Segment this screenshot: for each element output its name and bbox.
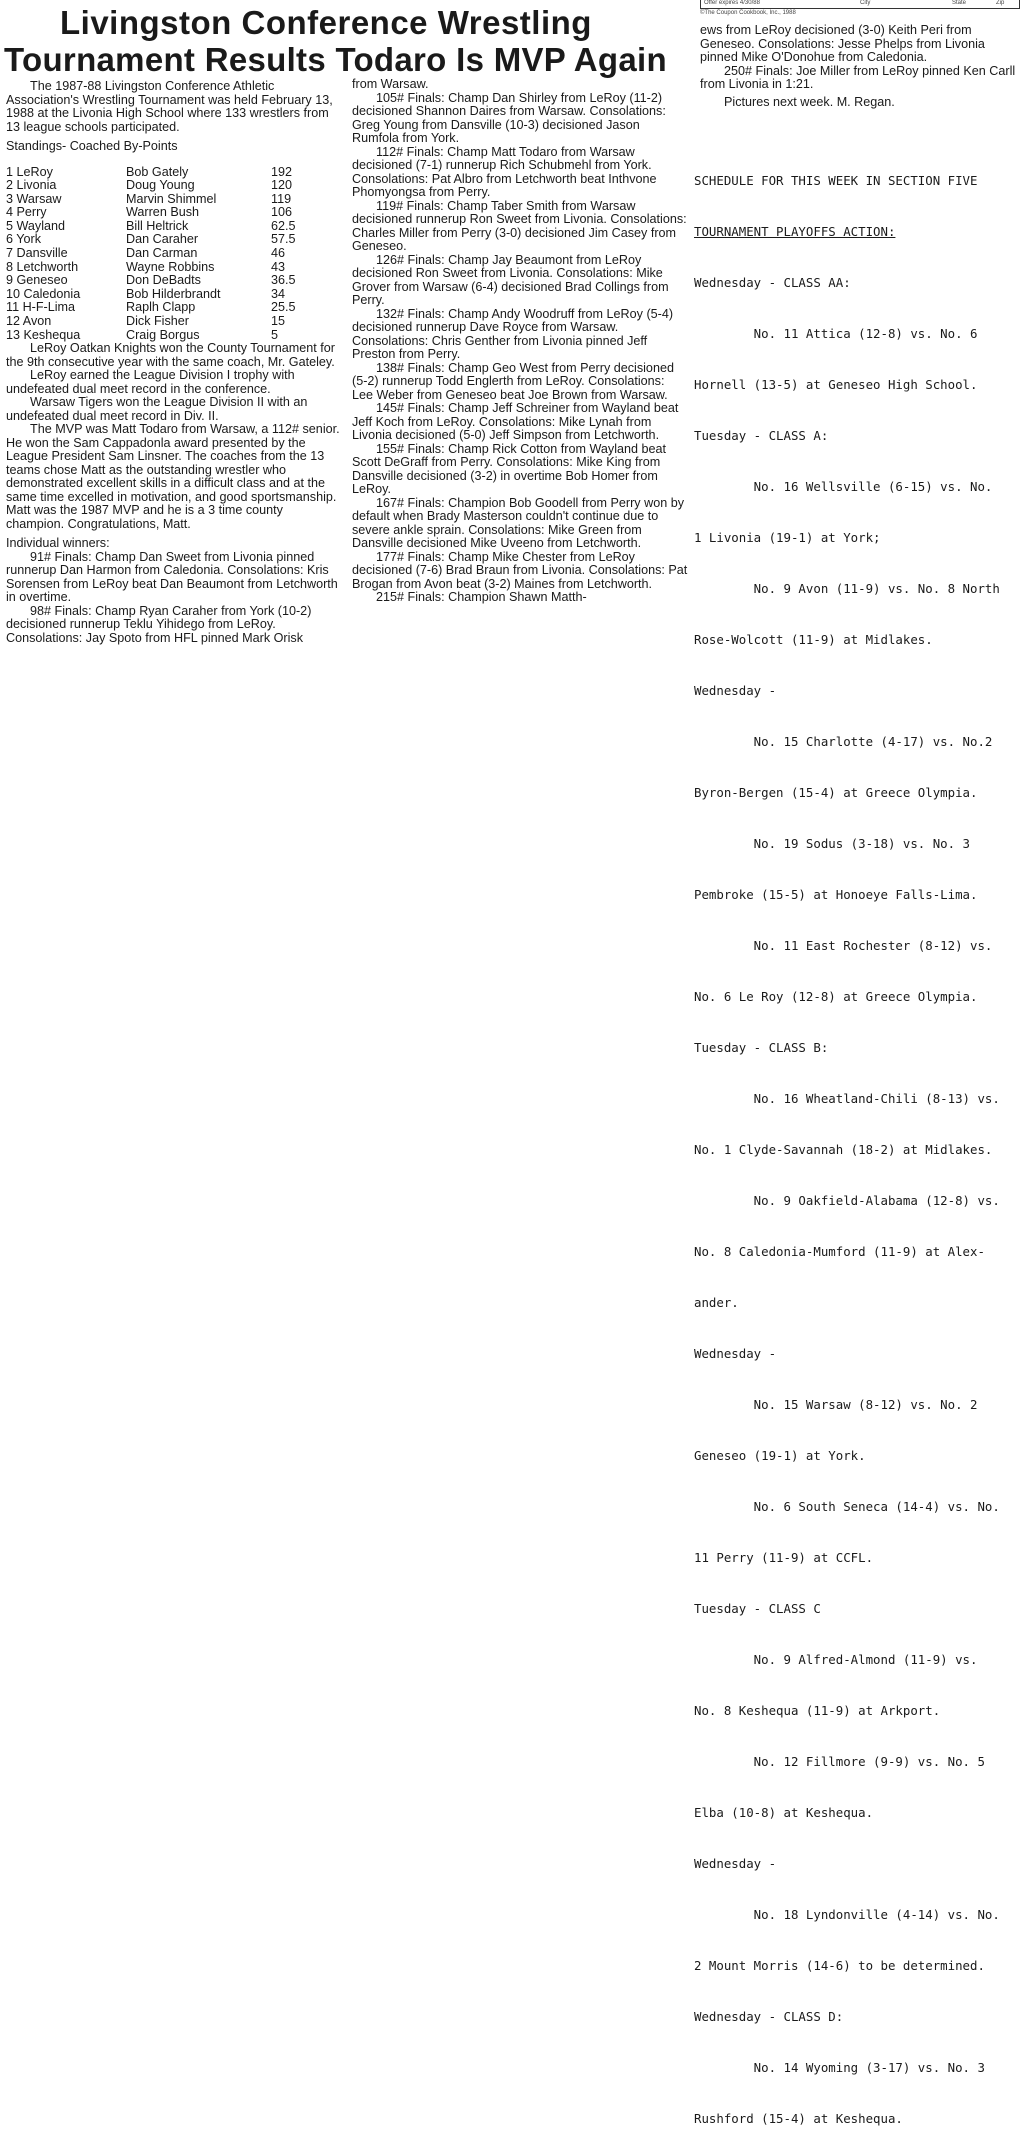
- schedule-line: Pembroke (15-5) at Honoeye Falls-Lima.: [694, 887, 978, 902]
- standings-row: 5 Wayland Bill Heltrick 62.5: [6, 218, 296, 233]
- result-167: 167# Finals: Champion Bob Goodell from Perry won by default when Brady Masterson couldn't continue due to severe ankle sprain. Consolations: Mike Green from Dansville decisioned Mike Uveeno from Letchworth.: [352, 495, 684, 550]
- schedule-line: No. 6 Le Roy (12-8) at Greece Olympia.: [694, 989, 978, 1004]
- schedule-line: No. 9 Oakfield-Alabama (12-8) vs.: [694, 1193, 1000, 1208]
- state-label: State: [952, 0, 967, 6]
- standings-row: 8 Letchworth Wayne Robbins 43: [6, 259, 286, 274]
- schedule-line: No. 8 Keshequa (11-9) at Arkport.: [694, 1703, 941, 1718]
- schedule-line: No. 15 Warsaw (8-12) vs. No. 2: [694, 1397, 978, 1412]
- result-177: 177# Finals: Champ Mike Chester from LeRoy decisioned (7-6) Brad Braun from Livonia. Consolations: Pat Brogan from Avon beat (3-2) Maines from Letchworth.: [352, 549, 688, 591]
- schedule-line: Hornell (13-5) at Geneseo High School.: [694, 377, 978, 392]
- schedule-line: Elba (10-8) at Keshequa.: [694, 1805, 874, 1820]
- result-250: 250# Finals: Joe Miller from LeRoy pinned Ken Carll from Livonia in 1:21.: [700, 63, 1016, 91]
- result-215: 215# Finals: Champion Shawn Matth-: [376, 590, 587, 604]
- standings-row: 10 Caledonia Bob Hilderbrandt 34: [6, 286, 286, 301]
- schedule-line: No. 18 Lyndonville (4-14) vs. No.: [694, 1907, 1000, 1922]
- result-119: 119# Finals: Champ Taber Smith from Warsaw decisioned runnerup Ron Sweet from Livonia. Consolations: Charles Miller from Perry (3-0) decisioned Jim Casey from Geneseo.: [352, 198, 687, 253]
- standings-row: 7 Dansville Dan Carman 46: [6, 246, 286, 261]
- schedule-line: No. 11 Attica (12-8) vs. No. 6: [694, 326, 978, 341]
- result-145: 145# Finals: Champ Jeff Schreiner from Wayland beat Jeff Koch from LeRoy. Consolations: Mike Lynah from Livonia decisioned (5-0) Jeff Simpson from Letchworth.: [352, 401, 679, 442]
- schedule-line: No. 1 Clyde-Savannah (18-2) at Midlakes.: [694, 1142, 993, 1157]
- schedule-line: Rushford (15-4) at Keshequa.: [694, 2111, 903, 2126]
- schedule-line: No. 19 Sodus (3-18) vs. No. 3: [694, 836, 971, 851]
- continued-line: from Warsaw.: [352, 77, 429, 91]
- copyright-line: ©The Coupon Cookbook, Inc., 1988: [700, 10, 796, 16]
- schedule-line: No. 8 Caledonia-Mumford (11-9) at Alex-: [694, 1244, 985, 1259]
- schedule-line: 1 Livonia (19-1) at York;: [694, 530, 881, 545]
- schedule-line: 11 Perry (11-9) at CCFL.: [694, 1550, 874, 1565]
- headline-line-2: Tournament Results Todaro Is MVP Again: [4, 41, 667, 78]
- standings-row: 6 York Dan Caraher 57.5: [6, 232, 296, 247]
- standings-row: 3 Warsaw Marvin Shimmel 119: [6, 191, 292, 206]
- schedule-line: Wednesday -: [694, 1856, 777, 1871]
- result-112: 112# Finals: Champ Matt Todaro from Warsaw decisioned (7-1) runnerup Rich Schubmehl from York. Consolations: Pat Albro from Letchworth beat Inthvone Phomyongsa from Perry.: [352, 144, 657, 199]
- individual-winners-heading: Individual winners:: [6, 536, 110, 551]
- schedule-line: No. 16 Wheatland-Chili (8-13) vs.: [694, 1091, 1000, 1106]
- result-215-continued: ews from LeRoy decisioned (3-0) Keith Peri from Geneseo. Consolations: Jesse Phelps from Livonia pinned Mike O'Donohue from Caledonia.: [700, 23, 985, 64]
- schedule-line: Geneseo (19-1) at York.: [694, 1448, 866, 1463]
- schedule-line: No. 16 Wellsville (6-15) vs. No.: [694, 479, 993, 494]
- schedule-line: No. 9 Avon (11-9) vs. No. 8 North: [694, 581, 1000, 596]
- headline-line-1: Livingston Conference Wrestling: [60, 4, 592, 41]
- standings-row: 12 Avon Dick Fisher 15: [6, 314, 286, 329]
- schedule-line: Tuesday - CLASS C: [694, 1601, 821, 1616]
- standings-row: 2 Livonia Doug Young 120: [6, 178, 293, 193]
- standings-table: [6, 166, 340, 343]
- mvp-paragraph: The MVP was Matt Todaro from Warsaw, a 112# senior. He won the Sam Cappadonla award presented by the League President Sam Linsner. The coaches from the 13 teams chose Matt as the outstanding wrestler who demonstrated excellent skills in a difficult class and at the same time excelled in motivation, and good sportsmanship. Matt was the 1987 MVP and he is a 3 time county champion. Congratulations, Matt.: [6, 422, 340, 531]
- result-98: 98# Finals: Champ Ryan Caraher from York (10-2) decisioned runnerup Teklu Yihidego from LeRoy. Consolations: Jay Spoto from HFL pinned Mark Orisk: [6, 603, 312, 645]
- result-155: 155# Finals: Champ Rick Cotton from Wayland beat Scott DeGraff from Perry. Consolations: Mike King from Dansville decisioned (3-2) in overtime Bob Homer from LeRoy.: [352, 441, 667, 496]
- schedule-line: No. 14 Wyoming (3-17) vs. No. 3: [694, 2060, 985, 2075]
- schedule-line: 2 Mount Morris (14-6) to be determined.: [694, 1958, 985, 1973]
- schedule-line: No. 9 Alfred-Almond (11-9) vs.: [694, 1652, 978, 1667]
- leroy-division-paragraph: LeRoy earned the League Division I trophy with undefeated dual meet record in the conference.: [6, 368, 295, 396]
- schedule-line: ander.: [694, 1295, 739, 1310]
- schedule-line: No. 6 South Seneca (14-4) vs. No.: [694, 1499, 1000, 1514]
- schedule-line: Wednesday -: [694, 1346, 777, 1361]
- leroy-county-paragraph: LeRoy Oatkan Knights won the County Tournament for the 9th consecutive year with the same coach, Mr. Gateley.: [6, 341, 335, 369]
- result-132: 132# Finals: Champ Andy Woodruff from LeRoy (5-4) decisioned runnerup Dave Royce from Warsaw. Consolations: Chris Genther from Livonia pinned Jeff Preston from Perry.: [352, 306, 674, 361]
- city-label: City: [860, 0, 871, 6]
- standings-heading: Standings- Coached By-Points: [6, 139, 178, 153]
- schedule-line: Tuesday - CLASS B:: [694, 1040, 829, 1055]
- result-126: 126# Finals: Champ Jay Beaumont from LeRoy decisioned Ron Sweet from Livonia. Consolations: Mike Grover from Warsaw (6-4) decisioned Brad Collings from Perry.: [352, 252, 669, 307]
- schedule-line: Rose-Wolcott (11-9) at Midlakes.: [694, 632, 933, 647]
- article-column-2: [352, 78, 688, 605]
- standings-row: 11 H-F-Lima Raplh Clapp 25.5: [6, 300, 296, 315]
- schedule-line: No. 12 Fillmore (9-9) vs. No. 5: [694, 1754, 985, 1769]
- playoff-schedule: [694, 138, 1022, 2144]
- article-column-3-top: [700, 24, 1020, 109]
- zip-label: Zip: [996, 0, 1005, 6]
- schedule-line: Wednesday - CLASS AA:: [694, 275, 851, 290]
- schedule-line: Wednesday - CLASS D:: [694, 2009, 844, 2024]
- warsaw-division-paragraph: Warsaw Tigers won the League Division II with an undefeated dual meet record in Div. II.: [6, 395, 308, 423]
- offer-expires-label: Offer expires 4/30/88: [704, 0, 760, 6]
- standings-row: 1 LeRoy Bob Gately 192: [6, 164, 293, 179]
- schedule-line: TOURNAMENT PLAYOFFS ACTION:: [694, 224, 896, 239]
- standings-row: 13 Keshequa Craig Borgus 5: [6, 327, 279, 342]
- standings-row: 4 Perry Warren Bush 106: [6, 205, 293, 220]
- schedule-line: Tuesday - CLASS A:: [694, 428, 829, 443]
- schedule-line: No. 11 East Rochester (8-12) vs.: [694, 938, 993, 953]
- result-91: 91# Finals: Champ Dan Sweet from Livonia pinned runnerup Dan Harmon from Caledonia. Consolations: Kris Sorensen from LeRoy beat Dan Beaumont from Letchworth in overtime.: [6, 549, 338, 605]
- coupon-form-strip: [700, 0, 1020, 18]
- intro-paragraph: The 1987-88 Livingston Conference Athletic Association's Wrestling Tournament was held February 13, 1988 at the Livonia High School where 133 wrestlers from 13 league schools participated.: [6, 79, 333, 134]
- pictures-note: Pictures next week. M. Regan.: [724, 94, 895, 109]
- schedule-line: No. 15 Charlotte (4-17) vs. No.2: [694, 734, 993, 749]
- article-column-1: [6, 80, 340, 645]
- result-138: 138# Finals: Champ Geo West from Perry decisioned (5-2) runnerup Todd Englerth from LeRoy. Consolations: Lee Weber from Geneseo beat Joe Brown from Warsaw.: [352, 360, 674, 402]
- result-105: 105# Finals: Champ Dan Shirley from LeRoy (11-2) decisioned Shannon Daires from Warsaw. Consolations: Greg Young from Dansville (10-3) decisioned Jason Rumfola from York.: [352, 90, 666, 145]
- schedule-line: Byron-Bergen (15-4) at Greece Olympia.: [694, 785, 978, 800]
- standings-row: 9 Geneseo Don DeBadts 36.5: [6, 273, 296, 288]
- schedule-line: Wednesday -: [694, 683, 777, 698]
- schedule-line: SCHEDULE FOR THIS WEEK IN SECTION FIVE: [694, 173, 978, 188]
